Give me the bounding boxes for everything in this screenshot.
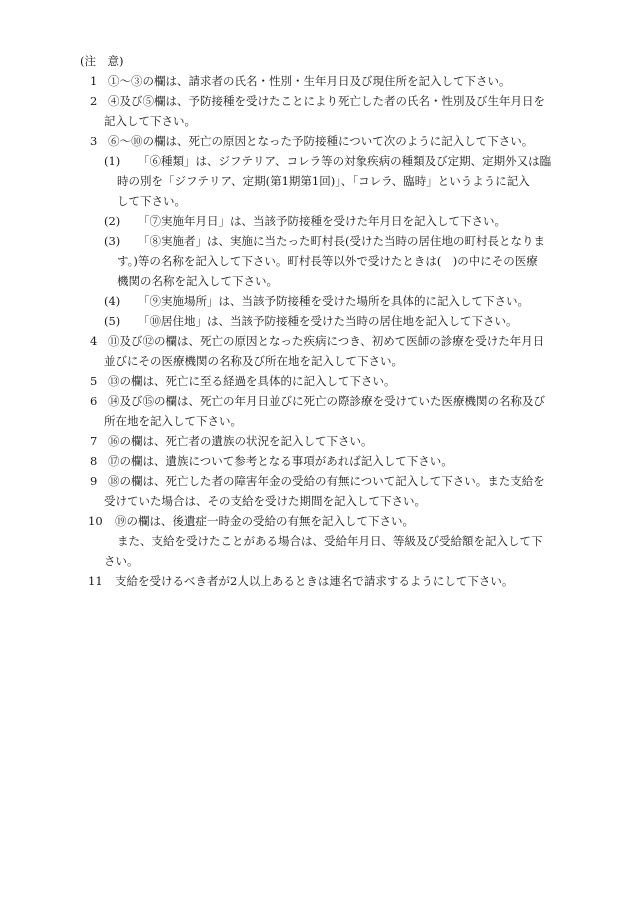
note-number: 6 [90,394,98,408]
note-text-line: す。)等の名称を記入して下さい。町村長等以外で受けたときは( )の中にその医療 [117,254,538,268]
note-number: (3) [104,234,121,248]
note-text-line: 「⑨実施場所」は、当該予防接種を受けた場所を具体的に記入して下さい。 [138,294,529,308]
note-number: (5) [104,314,121,328]
note-text-line: 「⑩居住地」は、当該予防接種を受けた当時の居住地を記入して下さい。 [138,314,518,328]
note-number: 1 [90,74,98,88]
note-text-line: 所在地を記入して下さい。 [104,414,242,428]
note-text-line: して下さい。 [117,194,186,208]
note-text-line: ⑲の欄は、後遺症一時金の受給の有無を記入して下さい。 [115,514,414,528]
note-number: 8 [90,454,98,468]
note-text-line: 並びにその医療機関の名称及び所在地を記入して下さい。 [104,354,403,368]
note-text-line: ⑯の欄は、死亡者の遺族の状況を記入して下さい。 [108,434,373,448]
notes-heading: (注 意) [80,54,124,68]
note-text-line: ④及び⑤欄は、予防接種を受けたことにより死亡した者の氏名・性別及び生年月日を [108,94,545,108]
note-text-line: 時の別を「ジフテリア、定期(第1期第1回)」、「コレラ、臨時」というように記入 [117,174,530,188]
note-text-line: ①〜③の欄は、請求者の氏名・性別・生年月日及び現住所を記入して下さい。 [108,74,511,88]
note-text-line: 「⑥種類」は、ジフテリア、コレラ等の対象疾病の種類及び定期、定期外又は臨 [138,154,552,168]
note-text-line: 「⑧実施者」は、実施に当たった町村長(受けた当時の居住地の町村長となりま [138,234,545,248]
note-text-line: 機関の名称を記入して下さい。 [117,274,278,288]
note-number: 4 [90,334,98,348]
note-number: 5 [90,374,98,388]
note-number: (4) [104,294,121,308]
note-text-line: さい。 [104,554,139,568]
note-number: 7 [90,434,98,448]
note-text-line: ⑱の欄は、死亡した者の障害年金の受給の有無について記入して下さい。また支給を [108,474,545,488]
note-number: 10 [88,514,103,528]
note-text-line: 受けていた場合は、その支給を受けた期間を記入して下さい。 [104,494,426,508]
note-number: 2 [90,94,98,108]
note-text-line: ⑪及び⑫の欄は、死亡の原因となった疾病につき、初めて医師の診療を受けた年月日 [108,334,545,348]
note-text-line: また、支給を受けたことがある場合は、受給年月日、等級及び受給額を記入して下 [117,534,543,548]
note-text-line: ⑬の欄は、死亡に至る経過を具体的に記入して下さい。 [108,374,396,388]
note-text-line: 記入して下さい。 [104,114,196,128]
note-number: 9 [90,474,98,488]
note-number: (1) [104,154,121,168]
note-number: (2) [104,214,121,228]
note-text-line: 支給を受けるべき者が2人以上あるときは連名で請求するようにして下さい。 [115,574,514,588]
note-text-line: 「⑦実施年月日」は、当該予防接種を受けた年月日を記入して下さい。 [138,214,506,228]
note-text-line: ⑭及び⑮の欄は、死亡の年月日並びに死亡の際診療を受けていた医療機関の名称及び [108,394,545,408]
note-number: 3 [90,134,98,148]
note-number: 11 [88,574,103,588]
note-text-line: ⑰の欄は、遺族について参考となる事項があれば記入して下さい。 [108,454,453,468]
note-text-line: ⑥〜⑩の欄は、死亡の原因となった予防接種について次のように記入して下さい。 [108,134,534,148]
